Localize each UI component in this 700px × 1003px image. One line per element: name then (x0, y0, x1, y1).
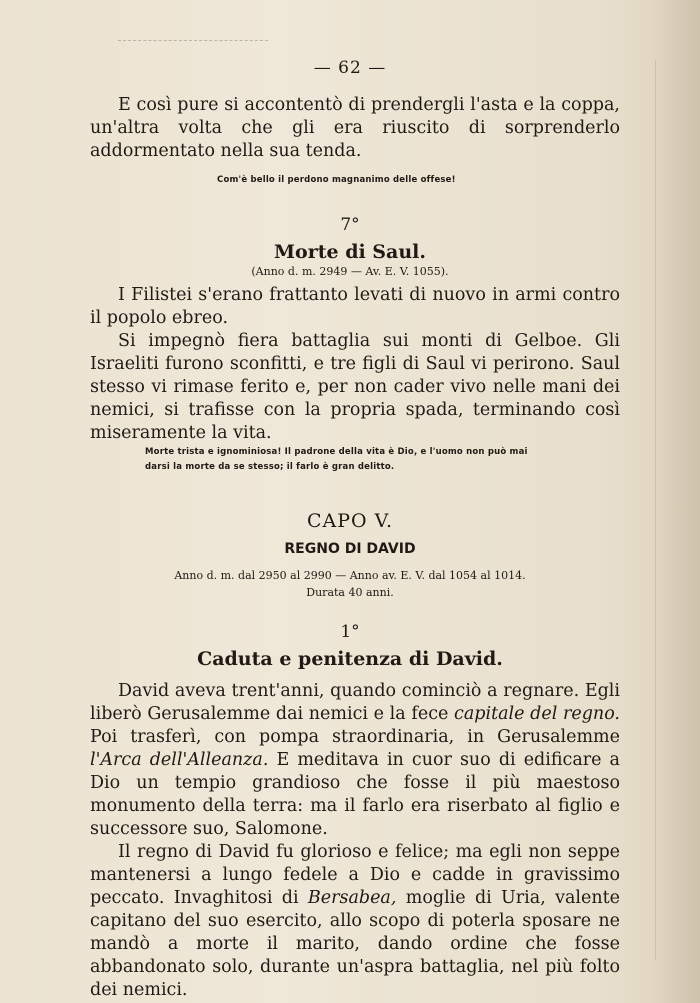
p2-italic-bersabea: Bersabea, (307, 888, 397, 908)
section-1-body (90, 680, 620, 1002)
p2-text-c: moglie di Uria, valente capitano del suo esercito, allo scopo di poterla sposare ne mandò a morte il marito, dando ordine che fosse abbandonato solo, durante un'aspra battaglia, nel più folto dei nemici. (90, 888, 621, 1000)
intro-text: E così pure si accontentò di prendergli l'asta e la coppa, un'altra volta che gli era riuscito di sorprenderlo addormentato nella sua tenda. (90, 95, 620, 161)
page-number: — 62 — (313, 58, 387, 78)
p1-text-a: David aveva trent'anni, quando cominciò a regnare. Egli liberò Gerusalemme dai nemici e la fece (90, 681, 620, 724)
section-1-title: Caduta e penitenza di David. (197, 648, 503, 670)
section-1-paragraph-2 (90, 841, 620, 1002)
section-1-number: 1° (340, 622, 360, 642)
section-7-title: Morte di Saul. (274, 241, 426, 263)
section-7-paragraph-2: Si impegnò fiera battaglia sui monti di Gelboe. Gli Israeliti furono sconfitti, e tre figli di Saul vi perirono. Saul stesso vi rimase ferito e, per non cader vivo nelle mani dei nemici, si trafisse con la propria spada, terminando così miseramente la vita. (90, 331, 620, 443)
p1-italic-capitale: capitale del regno. (454, 704, 620, 724)
intro-paragraph (90, 94, 620, 163)
section-7-number: 7° (340, 215, 360, 235)
chapter-heading: CAPO V. (306, 510, 394, 532)
p1-text-e: E meditava in cuor suo di edificare a Dio un tempio grandioso che fosse il più maestoso monumento della terra: ma il farlo era riserbato al figlio e successore suo, Salomone. (90, 750, 620, 839)
section-7-body (90, 284, 620, 445)
moral-note-1: Com'è bello il perdono magnanimo delle offese! (217, 175, 456, 185)
pencil-mark (118, 40, 268, 42)
section-7-date: (Anno d. m. 2949 — Av. E. V. 1055). (251, 265, 449, 278)
section-1-paragraph-1 (90, 680, 620, 841)
p1-italic-arca: l'Arca dell'Alleanza. (90, 750, 269, 770)
p1-text-c: Poi trasferì, con pompa straordinaria, in Gerusalemme (90, 727, 620, 747)
chapter-subtitle: REGNO DI DAVID (284, 541, 416, 557)
section-7-paragraph-1: I Filistei s'erano frattanto levati di nuovo in armi contro il popolo ebreo. (90, 285, 620, 328)
moral-note-2-line-2: darsi la morte da se stesso; il farlo è gran delitto. (145, 462, 395, 472)
p2-text-a: Il regno di David fu glorioso e felice; ma egli non seppe mantenersi a lungo fedele a Dio e cadde in gravissimo peccato. Invaghitosi di (90, 842, 620, 908)
chapter-duration: Durata 40 anni. (306, 586, 394, 599)
page-edge-shadow (652, 0, 700, 1003)
moral-note-2-line-1: Morte trista e ignominiosa! Il padrone della vita è Dio, e l'uomo non può mai (145, 447, 528, 457)
chapter-date-range: Anno d. m. dal 2950 al 2990 — Anno av. E. V. dal 1054 al 1014. (174, 569, 526, 582)
